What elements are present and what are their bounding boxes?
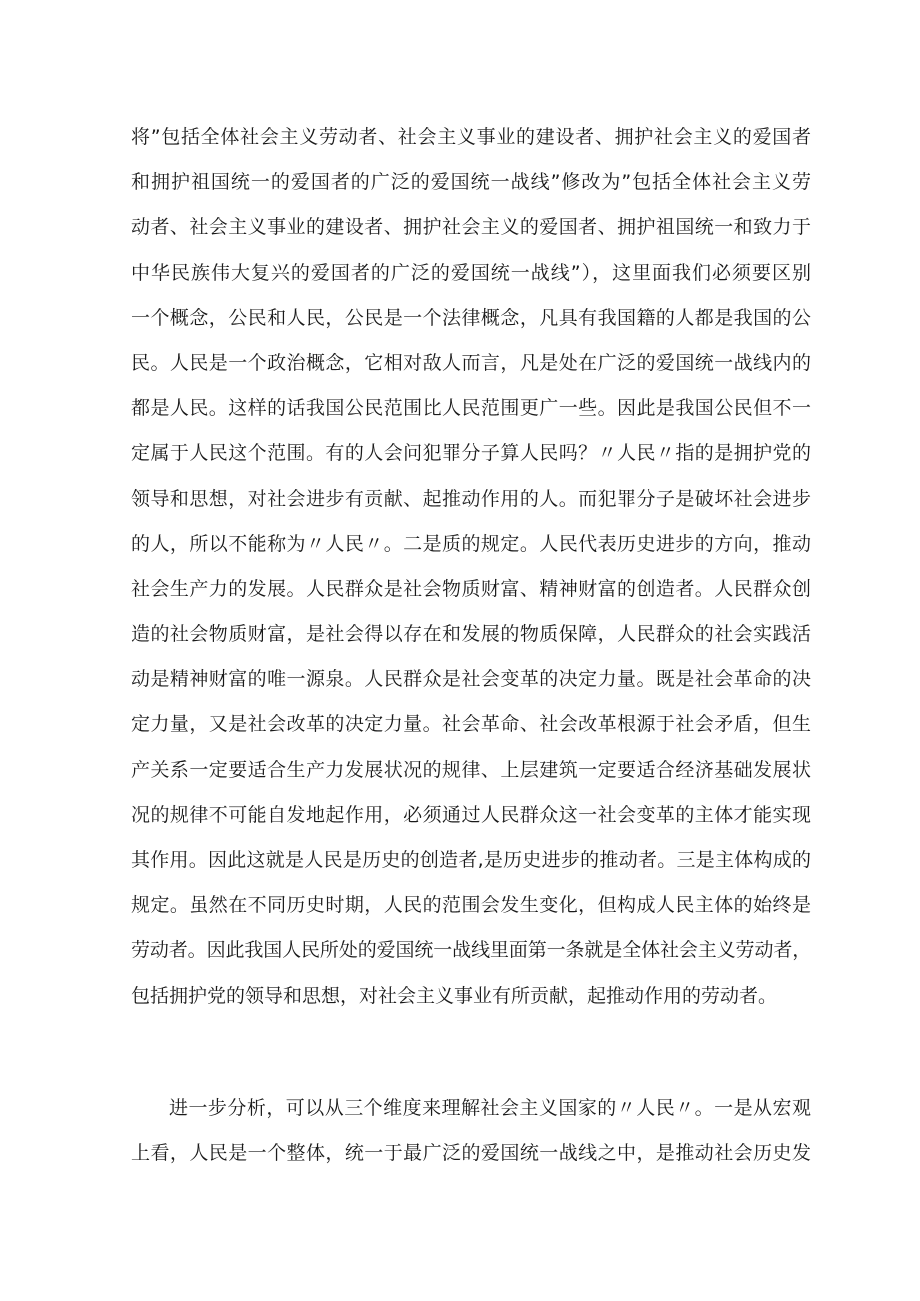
text-line: 民。人民是一个政治概念，它相对敌人而言，凡是处在广泛的爱国统一战线内的 <box>131 351 811 374</box>
paragraph-2 <box>131 1086 811 1176</box>
text-line: 进一步分析，可以从三个维度来理解社会主义国家的〃人民〃。一是从宏观 <box>169 1097 811 1119</box>
text-line: 一个概念，公民和人民，公民是一个法律概念，凡具有我国籍的人都是我国的公 <box>131 306 811 329</box>
text-line: 动者、社会主义事业的建设者、拥护社会主义的爱国者、拥护祖国统一和致力于 <box>131 216 811 239</box>
text-line: 都是人民。这样的话我国公民范围比人民范围更广一些。因此是我国公民但不一 <box>131 397 811 420</box>
text-line: 其作用。因此这就是人民是历史的创造者,是历史进步的推动者。三是主体构成的 <box>131 849 811 871</box>
text-line: 定力量，又是社会改革的决定力量。社会革命、社会改革根源于社会矛盾，但生 <box>131 713 811 736</box>
text-line: 领导和思想，对社会进步有贡献、起推动作用的人。而犯罪分子是破坏社会进步 <box>131 487 811 510</box>
paragraph-1 <box>131 115 811 1019</box>
text-line: 中华民族伟大复兴的爱国者的广泛的爱国统一战线”），这里面我们必须要区别 <box>131 261 811 284</box>
text-line: 将”包括全体社会主义劳动者、社会主义事业的建设者、拥护社会主义的爱国者 <box>131 126 811 148</box>
text-line: 动是精神财富的唯一源泉。人民群众是社会变革的决定力量。既是社会革命的决 <box>131 668 811 691</box>
text-line: 造的社会物质财富，是社会得以存在和发展的物质保障，人民群众的社会实践活 <box>131 623 811 646</box>
text-line: 和拥护祖国统一的爱国者的广泛的爱国统一战线”修改为”包括全体社会主义劳 <box>131 171 811 194</box>
text-line: 劳动者。因此我国人民所处的爱国统一战线里面第一条就是全体社会主义劳动者， <box>131 939 811 962</box>
text-line: 规定。虽然在不同历史时期，人民的范围会发生变化，但构成人民主体的始终是 <box>131 894 811 917</box>
text-line: 的人，所以不能称为〃人民〃。二是质的规定。人民代表历史进步的方向，推动 <box>131 532 811 555</box>
text-line: 产关系一定要适合生产力发展状况的规律、上层建筑一定要适合经济基础发展状 <box>131 758 811 781</box>
text-line: 况的规律不可能自发地起作用，必须通过人民群众这一社会变革的主体才能实现 <box>131 803 811 826</box>
text-line: 包括拥护党的领导和思想，对社会主义事业有所贡献，起推动作用的劳动者。 <box>131 984 778 1007</box>
text-line: 社会生产力的发展。人民群众是社会物质财富、精神财富的创造者。人民群众创 <box>131 577 811 600</box>
text-line: 上看，人民是一个整体，统一于最广泛的爱国统一战线之中，是推动社会历史发 <box>131 1142 811 1165</box>
text-line: 定属于人民这个范围。有的人会问犯罪分子算人民吗？〃人民〃指的是拥护党的 <box>131 442 811 465</box>
